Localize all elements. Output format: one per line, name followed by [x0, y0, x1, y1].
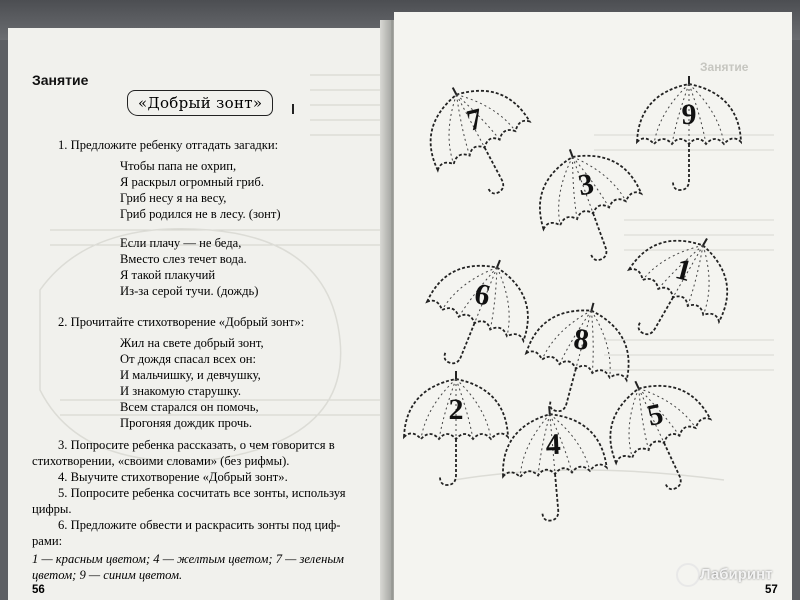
umbrella-9: [637, 76, 741, 190]
instruction-3-cont: стихотворении, «своими словами» (без рифмы).: [32, 454, 290, 468]
riddle-1-line: Я раскрыл огромный гриб.: [120, 175, 264, 189]
umbrella-number: 4: [545, 427, 562, 462]
umbrella-tip: [453, 88, 457, 95]
show-through-heading: Занятие: [700, 60, 749, 74]
poem-line: От дождя спасал всех он:: [120, 352, 257, 366]
riddle-2-line: Вместо слез течет вода.: [120, 252, 247, 266]
instruction-6: 6. Предложите обвести и раскрасить зонты под циф-: [58, 518, 341, 532]
umbrella-handle: [636, 289, 673, 337]
poem-line: Прогоняя дождик прочь.: [120, 416, 253, 430]
umbrella-handle: [578, 213, 609, 262]
umbrella-tip: [549, 406, 550, 414]
poem-line: Всем старался он помочь,: [120, 400, 259, 414]
umbrella-handle: [650, 443, 684, 491]
umbrella-tip: [703, 239, 707, 246]
title-mark: [292, 104, 294, 114]
instruction-5: 5. Попросите ребенка сосчитать все зонты, используя: [58, 486, 346, 500]
umbrella-number: 6: [471, 277, 493, 313]
umbrella-handle: [539, 474, 559, 521]
umbrella-number: 3: [575, 167, 597, 203]
section-heading: Занятие: [32, 72, 89, 88]
instruction-3: 3. Попросите ребенка рассказать, о чем говорится в: [58, 438, 335, 452]
umbrella-number: 8: [571, 322, 591, 357]
umbrella-6: [409, 241, 548, 386]
umbrella-number: 7: [463, 102, 487, 138]
umbrella-rib: [643, 228, 703, 297]
instruction-2: 2. Прочитайте стихотворение «Добрый зонт»:: [58, 315, 305, 329]
riddle-2-line: Я такой плакучий: [120, 268, 216, 282]
riddle-1-line: Чтобы папа не охрип,: [120, 159, 237, 173]
poem-line: И мальчишку, и девчушку,: [120, 368, 261, 382]
umbrella-handle: [471, 148, 507, 196]
umbrella-handle: [673, 144, 689, 190]
umbrella-2: [404, 371, 508, 485]
umbrella-figures: [394, 12, 792, 600]
riddle-2-line: Если плачу — не беда,: [120, 236, 242, 250]
watermark: Лабиринт: [700, 566, 773, 583]
umbrella-5: [588, 359, 730, 506]
umbrella-tip: [591, 303, 593, 311]
umbrella-7: [407, 63, 552, 212]
watermark-logo-icon: [676, 563, 700, 587]
riddle-2-line: Из-за серой тучи. (дождь): [120, 284, 259, 298]
instruction-5-cont: цифры.: [32, 502, 72, 516]
page-number-right: 57: [765, 584, 778, 596]
umbrella-4: [497, 402, 611, 525]
instruction-6-cont: рами:: [32, 534, 63, 548]
umbrella-8: [514, 289, 644, 426]
color-legend-line-1: 1 — красным цветом; 4 — желтым цветом; 7 — зеленым: [32, 552, 344, 566]
umbrella-handle: [549, 364, 576, 413]
umbrella-tip: [497, 260, 500, 267]
umbrella-number: 1: [672, 252, 696, 288]
umbrella-tip: [635, 381, 638, 388]
umbrella-number: 9: [681, 98, 697, 131]
color-legend-line-2: цветом; 9 — синим цветом.: [32, 568, 183, 582]
umbrella-3: [521, 132, 658, 275]
poem-line: Жил на свете добрый зонт,: [120, 336, 264, 350]
poem-line: И знакомую старушку.: [120, 384, 241, 398]
umbrella-number: 5: [644, 397, 667, 433]
instruction-1: 1. Предложите ребенку отгадать загадки:: [58, 138, 279, 152]
umbrella-handle: [442, 317, 474, 366]
umbrella-tip: [570, 149, 573, 157]
page-number-left: 56: [32, 584, 45, 596]
umbrella-number: 2: [448, 393, 464, 426]
umbrella-handle: [440, 439, 456, 485]
riddle-1-line: Гриб родился не в лесу. (зонт): [120, 207, 281, 221]
instruction-4: 4. Выучите стихотворение «Добрый зонт».: [58, 470, 288, 484]
lesson-title: «Добрый зонт»: [127, 90, 273, 116]
riddle-1-line: Гриб несу я на весу,: [120, 191, 227, 205]
umbrella-1: [605, 213, 752, 364]
